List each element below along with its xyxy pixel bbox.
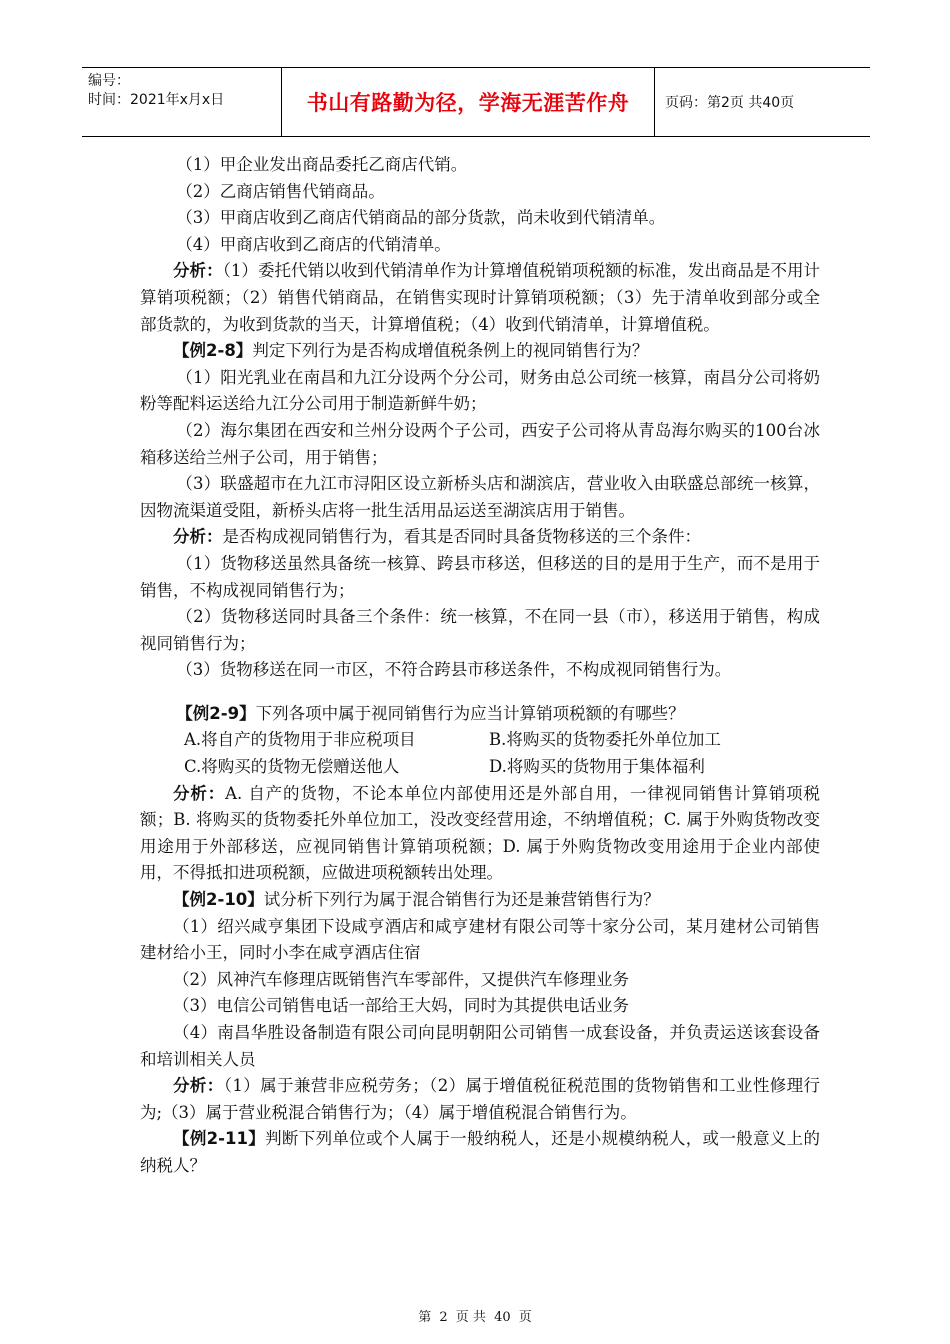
- example-heading: [140, 887, 820, 914]
- analysis-label: 分析：: [173, 1076, 224, 1096]
- analysis-label: 分析：: [173, 783, 226, 803]
- item-line: （1）甲企业发出商品委托乙商店代销。: [176, 155, 468, 174]
- analysis-label: 分析：: [173, 527, 223, 547]
- example-heading: [140, 701, 820, 728]
- example-label: 【例2-8】: [173, 341, 253, 361]
- example-text: 判定下列行为是否构成增值税条例上的视同销售行为？: [252, 341, 649, 361]
- option-a: A.将自产的货物用于非应税项目: [184, 730, 416, 750]
- spacer: [140, 684, 820, 701]
- footer-page-number: 2: [439, 1310, 448, 1325]
- item-line: （2）货物移送同时具备三个条件：统一核算，不在同一县（市），移送用于销售，构成视同销售行为；: [140, 607, 820, 653]
- header-page-label: 页码：第2页 共40页: [665, 95, 795, 111]
- analysis-label: 分析：: [173, 261, 223, 281]
- item-line: （4）南昌华胜设备制造有限公司向昆明朝阳公司销售一成套设备，并负责运送该套设备和培训相关人员: [140, 1023, 820, 1069]
- option-b: B.将购买的货物委托外单位加工: [489, 730, 721, 750]
- item-line: （1）货物移送虽然具备统一核算、跨县市移送，但移送的目的是用于生产，而不是用于销售，不构成视同销售行为；: [140, 553, 820, 600]
- footer-total-pages: 40: [494, 1310, 511, 1325]
- footer-mid: 页 共: [455, 1310, 486, 1325]
- example-label: 【例2-9】: [176, 703, 256, 723]
- example-heading: [140, 1126, 820, 1179]
- option-c: C.将购买的货物无偿赠送他人: [184, 757, 400, 777]
- item-line: （3）电信公司销售电话一部给王大妈，同时为其提供电话业务: [173, 996, 629, 1016]
- page-footer: [0, 1306, 950, 1325]
- analysis-text: A. 自产的货物，不论本单位内部使用还是外部自用，一律视同销售计算销项税额；B. 将购买的货物委托外单位加工，没改变经营用途，不纳增值税；C. 属于外购货物改变用途用于外部移送，应视同销售计算销项税额；D. 属于外购货物改变用途用于企业内部使用，不得抵扣进项税额，应做进项税额转出处理。: [140, 783, 821, 883]
- analysis-paragraph: [140, 781, 820, 887]
- analysis-text: （1）委托代销以收到代销清单作为计算增值税销项税额的标准，发出商品是不用计算销项税额；（2）销售代销商品，在销售实现时计算销项税额；（3）先于清单收到部分或全部货款的，为收到货款的当天，计算增值税；（4）收到代销清单，计算增值税。: [140, 261, 821, 334]
- header-meta: [82, 68, 282, 136]
- item-line: （2）乙商店销售代销商品。: [176, 181, 385, 201]
- example-heading: [140, 338, 820, 365]
- analysis-paragraph: [140, 258, 820, 338]
- example-label: 【例2-11】: [173, 1129, 266, 1149]
- item-line: （1）绍兴咸亨集团下设咸亨酒店和咸亨建材有限公司等十家分公司，某月建材公司销售建材给小王，同时小李在咸亨酒店住宿: [140, 916, 820, 963]
- example-text: 下列各项中属于视同销售行为应当计算销项税额的有哪些？: [255, 703, 685, 723]
- analysis-text: （1）属于兼营非应税劳务；（2）属于增值税征税范围的货物销售和工业性修理行为;（3）属于营业税混合销售行为；（4）属于增值税混合销售行为。: [140, 1076, 821, 1122]
- item-line: （3）甲商店收到乙商店代销商品的部分货款，尚未收到代销清单。: [176, 208, 666, 228]
- item-line: （4）甲商店收到乙商店的代销清单。: [176, 234, 451, 254]
- footer-post: 页: [518, 1310, 532, 1325]
- time-label: 时间：2021年x月x日: [88, 92, 225, 108]
- item-line: （3）货物移送在同一市区，不符合跨县市移送条件，不构成视同销售行为。: [176, 660, 732, 680]
- example-label: 【例2-10】: [173, 890, 264, 910]
- header-motto: 书山有路勤为径，学海无涯苦作舟: [282, 68, 655, 136]
- item-line: （2）风神汽车修理店既销售汽车零部件，又提供汽车修理业务: [173, 969, 629, 989]
- example-text: 试分析下列行为属于混合销售行为还是兼营销售行为？: [263, 890, 660, 910]
- option-list: [140, 727, 820, 780]
- footer-pre: 第: [418, 1310, 432, 1325]
- item-line: （3）联盛超市在九江市浔阳区设立新桥头店和湖滨店，营业收入由联盛总部统一核算，因物流渠道受阻，新桥头店将一批生活用品运送至湖滨店用于销售。: [140, 474, 820, 520]
- analysis-paragraph: [140, 524, 820, 551]
- item-line: （1）阳光乳业在南昌和九江分设两个分公司，财务由总公司统一核算，南昌分公司将奶粉等配料运送给九江分公司用于制造新鲜牛奶；: [140, 367, 820, 414]
- page-header: [82, 67, 870, 137]
- example-text: 判断下列单位或个人属于一般纳税人，还是小规模纳税人，或一般意义上的纳税人？: [140, 1129, 820, 1175]
- item-line: （2）海尔集团在西安和兰州分设两个子公司，西安子公司将从青岛海尔购买的100台冰箱移送给兰州子公司，用于销售；: [140, 420, 820, 467]
- analysis-text: 是否构成视同销售行为，看其是否同时具备货物移送的三个条件：: [222, 527, 701, 547]
- number-label: 编号：: [88, 73, 130, 89]
- document-body: [140, 152, 820, 1180]
- option-d: D.将购买的货物用于集体福利: [489, 757, 705, 777]
- analysis-paragraph: [140, 1073, 820, 1126]
